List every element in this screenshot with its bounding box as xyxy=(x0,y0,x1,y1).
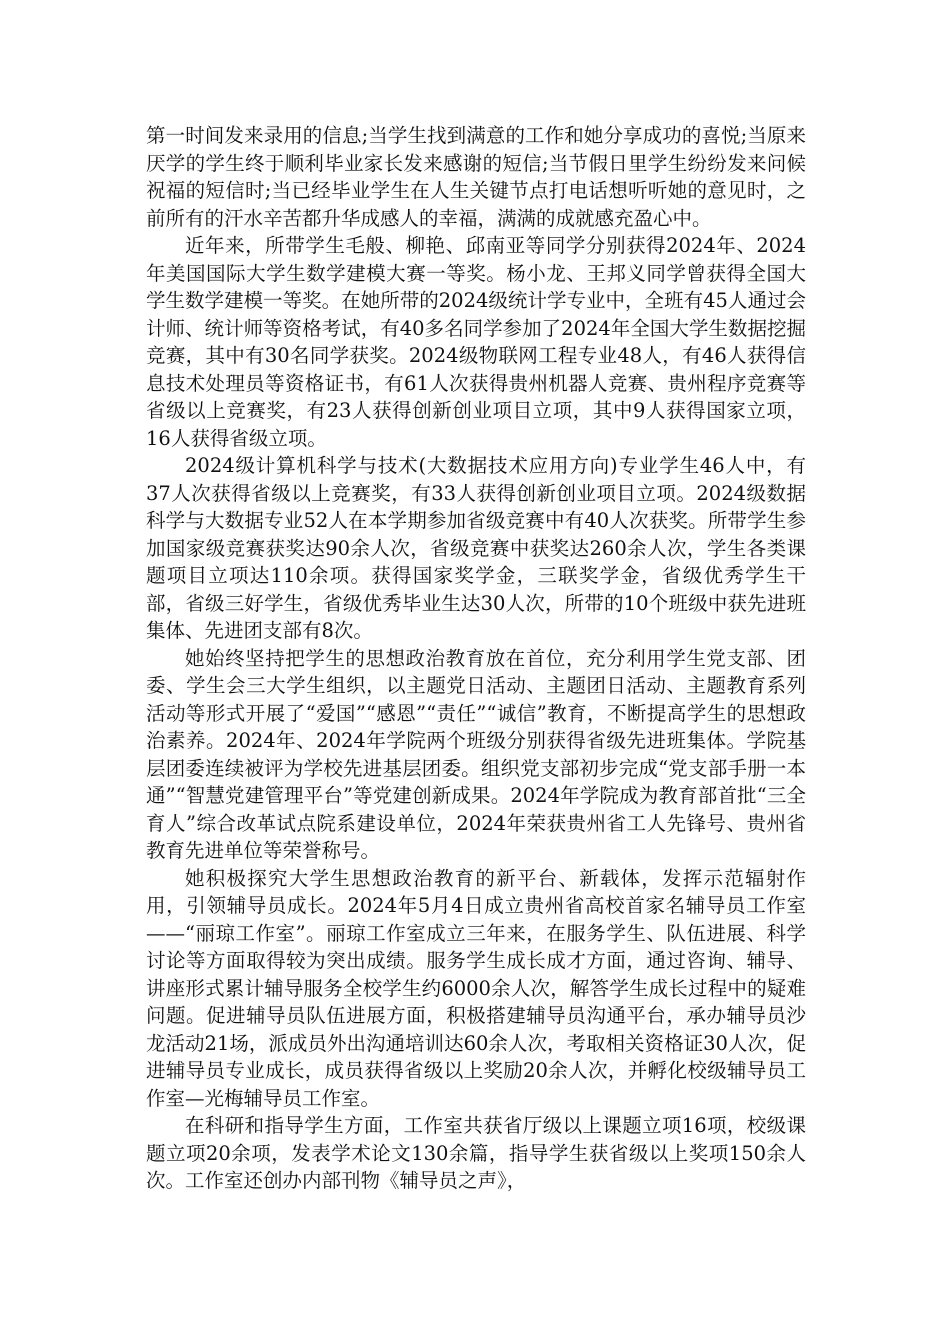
paragraph-continuation: 第一时间发来录用的信息;当学生找到满意的工作和她分享成功的喜悦;当原来厌学的学生终于顺利毕业家长发来感谢的短信;当节假日里学生纷纷发来问候祝福的短信时;当已经毕业学生在人生关键节点打电话想听听她的意见时，之前所有的汗水辛苦都升华成感人的幸福，满满的成就感充盈心中。 xyxy=(146,124,806,230)
paragraph-computer-science-awards: 2024级计算机科学与技术(大数据技术应用方向)专业学生46人中，有37人次获得省级以上竞赛奖，有33人获得创新创业项目立项。2024级数据科学与大数据专业52人在本学期参加省级竞赛中有40人次获奖。所带学生参加国家级竞赛获奖达90余人次，省级竞赛中获奖达260余人次，学生各类课题项目立项达110余项。获得国家奖学金，三联奖学金，省级优秀学生干部，省级三好学生，省级优秀毕业生达30人次，所带的10个班级中获先进班集体、先进团支部有8次。 xyxy=(146,454,806,642)
paragraph-counselor-studio: 她积极探究大学生思想政治教育的新平台、新载体，发挥示范辐射作用，引领辅导员成长。2024年5月4日成立贵州省高校首家名辅导员工作室——“丽琼工作室”。丽琼工作室成立三年来，在服务学生、队伍进展、科学讨论等方面取得较为突出成绩。服务学生成长成才方面，通过咨询、辅导、讲座形式累计辅导服务全校学生约6000余人次，解答学生成长过程中的疑难问题。促进辅导员队伍进展方面，积极搭建辅导员沟通平台，承办辅导员沙龙活动21场，派成员外出沟通培训达60余人次，考取相关资格证30人次，促进辅导员专业成长，成员获得省级以上奖励20余人次，并孵化校级辅导员工作室—光梅辅导员工作室。 xyxy=(146,866,806,1110)
paragraph-research-guidance: 在科研和指导学生方面，工作室共获省厅级以上课题立项16项，校级课题立项20余项，发表学术论文130余篇，指导学生获省级以上奖项150余人次。工作室还创办内部刊物《辅导员之声》， xyxy=(146,1114,806,1192)
document-body xyxy=(146,122,806,1195)
paragraph-student-awards: 近年来，所带学生毛般、柳艳、邱南亚等同学分别获得2024年、2024年美国国际大学生数学建模大赛一等奖。杨小龙、王邦义同学曾获得全国大学生数学建模一等奖。在她所带的2024级统计学专业中，全班有45人通过会计师、统计师等资格考试，有40多名同学参加了2024年全国大学生数据挖掘竞赛，其中有30名同学获奖。2024级物联网工程专业48人，有46人获得信息技术处理员等资格证书，有61人次获得贵州机器人竞赛、贵州程序竞赛等省级以上竞赛奖，有23人获得创新创业项目立项，其中9人获得国家立项，16人获得省级立项。 xyxy=(146,234,806,450)
paragraph-political-education: 她始终坚持把学生的思想政治教育放在首位，充分利用学生党支部、团委、学生会三大学生组织，以主题党日活动、主题团日活动、主题教育系列活动等形式开展了“爱国”“感恩”“责任”“诚信”教育，不断提高学生的思想政治素养。2024年、2024年学院两个班级分别获得省级先进班集体。学院基层团委连续被评为学校先进基层团委。组织党支部初步完成“党支部手册一本通”“智慧党建管理平台”等党建创新成果。2024年学院成为教育部首批“三全育人”综合改革试点院系建设单位，2024年荣获贵州省工人先锋号、贵州省教育先进单位等荣誉称号。 xyxy=(146,646,806,862)
